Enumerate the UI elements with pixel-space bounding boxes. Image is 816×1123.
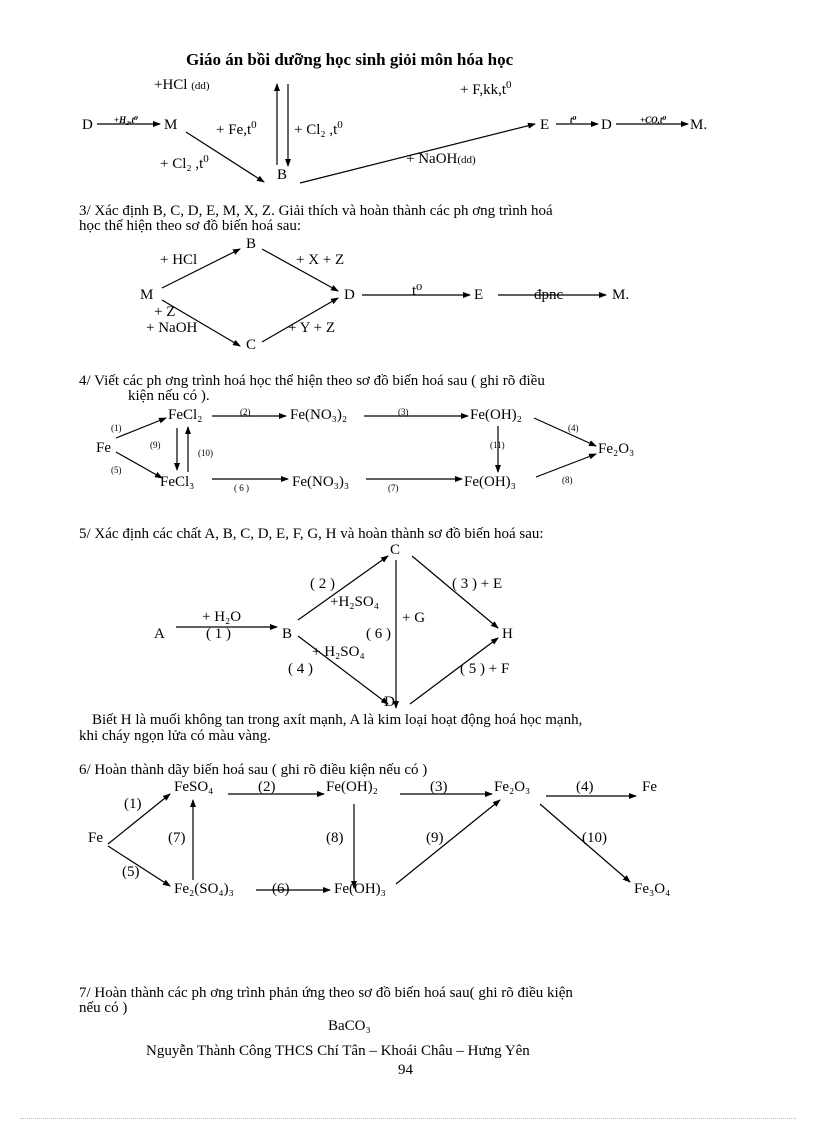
q3-species-b: B [246, 236, 257, 252]
q4-feno32: Fe(NO₃)₂ [290, 407, 348, 423]
q5-n6: ( 6 ) [366, 626, 391, 642]
q4-feno33: Fe(NO₃)₃ [292, 474, 350, 490]
q5-note-1: Biết H là muối không tan trong axít mạnh, A là kim loại hoạt động hoá học mạnh, [92, 712, 583, 728]
q4-text-2: kiện nếu có ). [128, 388, 210, 404]
q5-h2so4-a: +H₂SO₄ [330, 594, 379, 610]
q5-n4: ( 4 ) [288, 661, 313, 677]
q4-n10: (10) [198, 448, 213, 458]
q5-species-b: B [282, 626, 293, 642]
q6-n5: (5) [122, 864, 140, 880]
q5-h2so4-b: + H₂SO₄ [312, 644, 365, 660]
q4-feoh3: Fe(OH)₃ [464, 474, 516, 490]
label-hcl: +HCl (dd) [154, 77, 210, 93]
species-m-final: M. [690, 117, 708, 133]
q4-n5: (5) [111, 465, 122, 475]
q4-n8: (8) [562, 475, 573, 485]
q4-n2: (2) [240, 407, 251, 417]
q6-fe: Fe [88, 830, 103, 846]
footer-author: Nguyễn Thành Công THCS Chí Tân – Khoái Châu – Hưng Yên [146, 1043, 530, 1059]
page-title: Giáo án bồi dưỡng học sinh giỏi môn hóa học [186, 50, 514, 69]
q6-feso4: FeSO₄ [174, 779, 214, 795]
q5-n2: ( 2 ) [310, 576, 335, 592]
q4-n3: (3) [398, 407, 409, 417]
q6-n8: (8) [326, 830, 344, 846]
q4-n4: (4) [568, 423, 579, 433]
q4-n9: (9) [150, 440, 161, 450]
q5-note-2: khi cháy ngọn lửa có màu vàng. [79, 728, 271, 744]
q6-fe2so43: Fe₂(SO₄)₃ [174, 881, 234, 897]
q4-n7: (7) [388, 483, 399, 493]
q5-species-a: A [154, 626, 165, 642]
q3-text-1: 3/ Xác định B, C, D, E, M, X, Z. Giải thích và hoàn thành các ph ơng trình hoá [79, 203, 553, 219]
q3-text-2: học thể hiện theo sơ đồ biến hoá sau: [79, 218, 302, 234]
q4-feoh2: Fe(OH)₂ [470, 407, 522, 423]
q5-species-h: H [502, 626, 513, 642]
label-cl2-b: + Cl₂ $,t^0$ [160, 153, 209, 172]
arrow-fe-fecl2 [116, 418, 166, 438]
species-b: B [277, 167, 288, 183]
q7-text-1: 7/ Hoàn thành các ph ơng trình phản ứng theo sơ đồ biến hoá sau( ghi rõ điều kiện [79, 985, 573, 1001]
q6-n3: (3) [430, 779, 448, 795]
label-cl2-a: + Cl₂ $,t^0$ [294, 119, 343, 138]
arrow-feoh3-fe2o3-6 [396, 800, 500, 884]
q3-label-hcl: + HCl [160, 252, 198, 268]
q4-text-1: 4/ Viết các ph ơng trình hoá học thể hiện theo sơ đồ biến hoá sau ( ghi rõ điều [79, 373, 545, 389]
q6-fe-right: Fe [642, 779, 657, 795]
q4-n6: ( 6 ) [234, 483, 249, 493]
q4-n11: (11) [490, 440, 505, 450]
q4-n1: (1) [111, 423, 122, 433]
q5-n1: ( 1 ) [206, 626, 231, 642]
q5-h2o: + H₂O [202, 609, 242, 625]
species-m: M [164, 117, 178, 133]
q3-label-z: + Z [154, 304, 176, 320]
label-h2: +H₂,t⁰ [114, 115, 138, 125]
q3-species-m-final: M. [612, 287, 630, 303]
species-d2: D [601, 117, 612, 133]
label-co: +CO,t⁰ [640, 115, 667, 125]
q4-fe: Fe [96, 440, 111, 456]
species-d: D [82, 117, 93, 133]
label-fkk: + $F,kk,t^0$ [460, 79, 512, 98]
q6-text: 6/ Hoàn thành dãy biến hoá sau ( ghi rõ điều kiện nếu có ) [79, 762, 428, 778]
arrow-fe-fecl3 [116, 452, 162, 478]
q5-text-1: 5/ Xác định các chất A, B, C, D, E, F, G, H và hoàn thành sơ đồ biến hoá sau: [79, 526, 544, 542]
q6-fe2o3: Fe₂O₃ [494, 779, 531, 795]
q3-species-c: C [246, 337, 257, 353]
page-number: 94 [398, 1062, 413, 1078]
q4-fecl3: FeCl₃ [160, 474, 195, 490]
q6-n9: (9) [426, 830, 444, 846]
q7-baco3: BaCO₃ [328, 1018, 371, 1034]
label-naoh: + NaOH(dd) [406, 151, 476, 167]
q6-n4: (4) [576, 779, 594, 795]
q6-feoh3: Fe(OH)₃ [334, 881, 386, 897]
bottom-divider [20, 1118, 796, 1119]
q3-label-yz: + Y + Z [288, 320, 336, 336]
label-fe-t: + $Fe,t^0$ [216, 119, 257, 138]
q4-fecl2: FeCl₂ [168, 407, 203, 423]
q6-n7: (7) [168, 830, 186, 846]
q5-species-c: C [390, 542, 401, 558]
q3-label-dpnc: đpnc [534, 287, 564, 303]
q3-species-d: D [344, 287, 355, 303]
q3-label-naoh: + NaOH [146, 320, 198, 336]
q3-species-e: E [474, 287, 484, 303]
q3-label-t0: t⁰ [412, 283, 423, 299]
q6-fe3o4: Fe₃O₄ [634, 881, 671, 897]
q6-n2: (2) [258, 779, 276, 795]
q6-n10: (10) [582, 830, 607, 846]
q5-g: + G [402, 610, 426, 626]
q6-n1: (1) [124, 796, 142, 812]
q5-n3e: ( 3 ) + E [452, 576, 503, 592]
q7-text-2: nếu có ) [79, 1000, 128, 1016]
q3-species-m: M [140, 287, 154, 303]
label-t0: t⁰ [570, 115, 577, 125]
q6-n6: (6) [272, 881, 290, 897]
q5-n5f: ( 5 ) + F [460, 661, 510, 677]
q6-feoh2: Fe(OH)₂ [326, 779, 378, 795]
q4-fe2o3: Fe₂O₃ [598, 441, 635, 457]
q5-species-d: D [384, 694, 395, 710]
arrow-feoh2-fe2o3 [534, 418, 596, 446]
species-e: E [540, 117, 550, 133]
q3-label-xz: + X + Z [296, 252, 345, 268]
